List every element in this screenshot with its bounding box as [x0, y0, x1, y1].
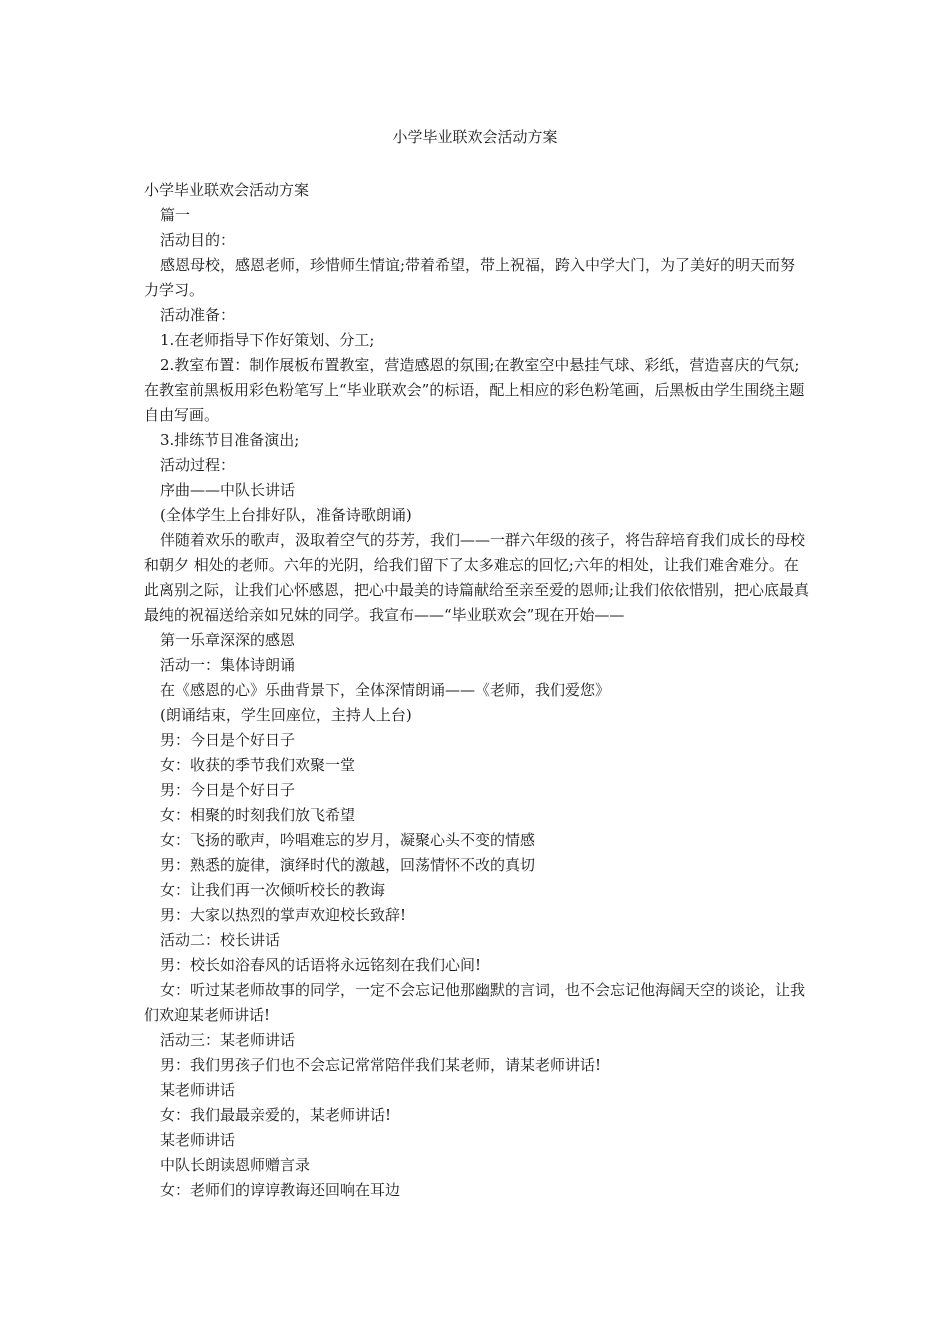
paragraph: 女：收获的季节我们欢聚一堂 — [160, 756, 356, 774]
paragraph: 女：相聚的时刻我们放飞希望 — [160, 806, 356, 824]
paragraph: (全体学生上台排好队，准备诗歌朗诵) — [160, 506, 412, 524]
paragraph: 男：今日是个好日子 — [160, 731, 296, 749]
paragraph: 3.排练节目准备演出; — [160, 431, 300, 449]
paragraph: 活动三：某老师讲话 — [160, 1031, 296, 1049]
paragraph: 活动二：校长讲话 — [160, 931, 281, 949]
paragraph: (朗诵结束，学生回座位，主持人上台) — [160, 706, 412, 724]
paragraph: 某老师讲话 — [160, 1131, 236, 1149]
paragraph: 小学毕业联欢会活动方案 — [144, 181, 310, 199]
paragraph: 女：我们最最亲爱的，某老师讲话! — [160, 1106, 392, 1124]
paragraph: 伴随着欢乐的歌声，汲取着空气的芬芳，我们——一群六年级的孩子，将告辞培育我们成长的母校和朝夕 相处的老师。六年的光阴，给我们留下了太多难忘的回忆;六年的相处，让我们难舍难分。在此离别之际，让我们心怀感恩，把心中最美的诗篇献给至亲至爱的恩师;让我们依依惜别，把心底最真最纯的祝福送给亲如兄妹的同学。我宣布——“毕业联欢会”现在开始—— — [144, 531, 810, 624]
document-body — [144, 178, 810, 1203]
paragraph: 某老师讲话 — [160, 1081, 236, 1099]
paragraph: 女：让我们再一次倾听校长的教诲 — [160, 881, 386, 899]
paragraph: 活动一：集体诗朗诵 — [160, 656, 296, 674]
paragraph: 男：大家以热烈的掌声欢迎校长致辞! — [160, 906, 407, 924]
paragraph: 感恩母校，感恩老师，珍惜师生情谊;带着希望，带上祝福，跨入中学大门，为了美好的明天而努力学习。 — [144, 256, 796, 299]
paragraph: 中队长朗读恩师赠言录 — [160, 1156, 311, 1174]
paragraph: 1.在老师指导下作好策划、分工; — [160, 331, 375, 349]
paragraph: 男：今日是个好日子 — [160, 781, 296, 799]
paragraph: 活动过程： — [160, 456, 236, 474]
paragraph: 活动目的： — [160, 231, 236, 249]
paragraph: 第一乐章深深的感恩 — [160, 631, 296, 649]
paragraph: 女：老师们的谆谆教诲还回响在耳边 — [160, 1181, 401, 1199]
paragraph: 2.教室布置：制作展板布置教室，营造感恩的氛围;在教室空中悬挂气球、彩纸，营造喜庆的气氛;在教室前黑板用彩色粉笔写上“毕业联欢会”的标语，配上相应的彩色粉笔画，后黑板由学生围绕主题自由写画。 — [144, 356, 805, 424]
paragraph: 序曲——中队长讲话 — [160, 481, 296, 499]
paragraph: 在《感恩的心》乐曲背景下，全体深情朗诵——《老师，我们爱您》 — [160, 681, 611, 699]
paragraph: 男：熟悉的旋律，演绎时代的激越，回荡情怀不改的真切 — [160, 856, 536, 874]
paragraph: 女：飞扬的歌声，吟唱难忘的岁月，凝聚心头不变的情感 — [160, 831, 536, 849]
page-title: 小学毕业联欢会活动方案 — [392, 128, 558, 146]
paragraph: 活动准备： — [160, 306, 236, 324]
paragraph: 篇一 — [160, 206, 191, 224]
paragraph: 男：校长如浴春风的话语将永远铭刻在我们心间! — [160, 956, 482, 974]
paragraph: 女：听过某老师故事的同学，一定不会忘记他那幽默的言词，也不会忘记他海阔天空的谈论，让我们欢迎某老师讲话! — [144, 981, 806, 1024]
paragraph: 男：我们男孩子们也不会忘记常常陪伴我们某老师，请某老师讲话! — [160, 1056, 602, 1074]
